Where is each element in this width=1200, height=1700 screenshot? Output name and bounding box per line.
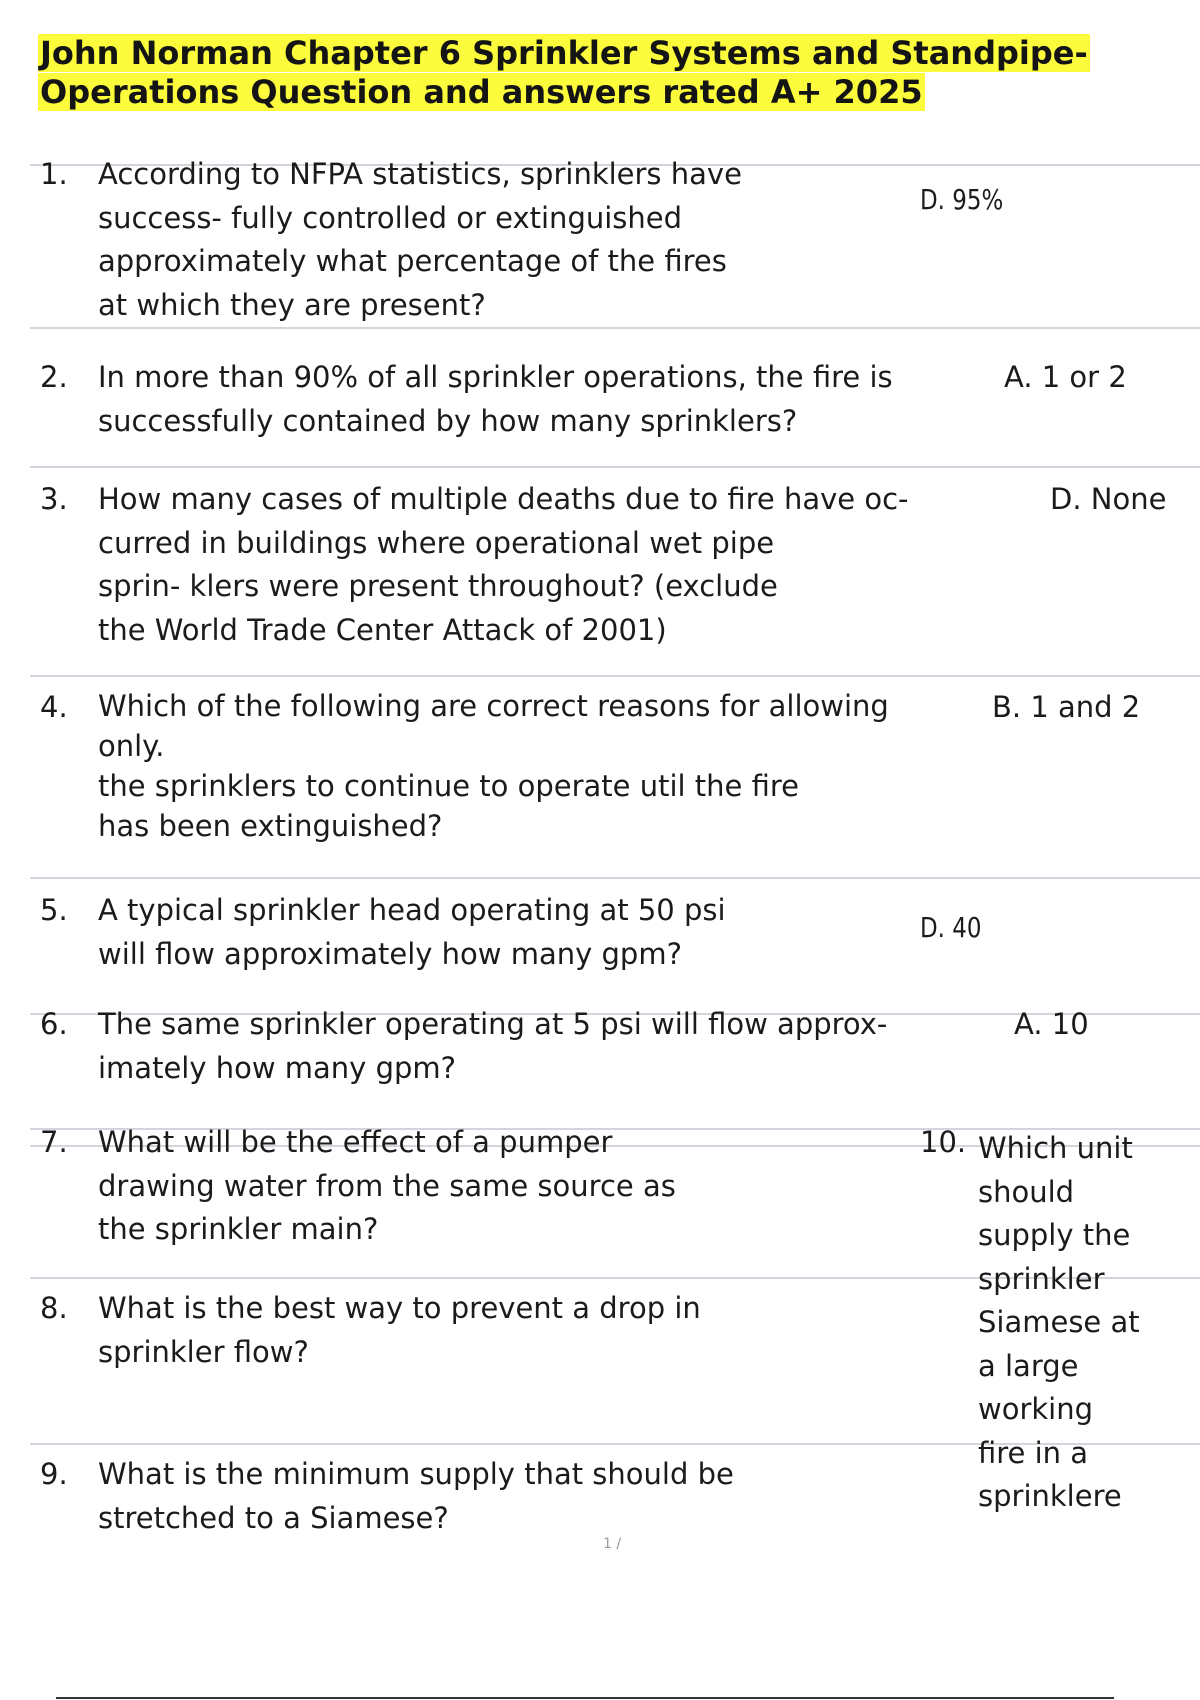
answer: D. 95% [920, 183, 1004, 216]
question-text: What is the minimum supply that should be stretched to a Siamese? [98, 1457, 734, 1535]
answer: D. 40 [920, 911, 982, 944]
question-text: In more than 90% of all sprinkler operations, the fire is successfully contained by how many sprinklers? [98, 360, 893, 438]
answer: A. 1 or 2 [1004, 360, 1127, 394]
question-text: What will be the effect of a pumper drawing water from the same source as the sprinkler main? [98, 1125, 676, 1246]
question-number: 1. [40, 157, 68, 191]
title-line-2: Operations Question and answers rated A+ 2025 [40, 73, 923, 111]
question-text: Which unit should supply the sprinkler Siamese at a large working fire in a sprinklere [978, 1131, 1140, 1513]
question-text: What is the best way to prevent a drop in sprinkler flow? [98, 1291, 701, 1369]
question-text: Which of the following are correct reasons for allowing only. the sprinklers to continue to operate util the fire has been extinguished? [98, 689, 889, 843]
footer-rule [56, 1697, 1114, 1699]
question-text: How many cases of multiple deaths due to fire have oc- curred in buildings where operational wet pipe sprin- klers were present throughout? (exclude the World Trade Center Attack of 2001) [98, 482, 909, 647]
question-number: 8. [40, 1291, 68, 1325]
question-number: 3. [40, 482, 68, 516]
page-number: 1 / [603, 1536, 622, 1552]
answer: D. None [1050, 482, 1167, 516]
question-number: 4. [40, 690, 68, 724]
question-separator [30, 877, 1200, 879]
question-separator [30, 675, 1200, 677]
question-text: A typical sprinkler head operating at 50 psi will flow approximately how many gpm? [98, 893, 726, 971]
question-number: 9. [40, 1457, 68, 1491]
title-line-1: John Norman Chapter 6 Sprinkler Systems and Standpipe- [40, 34, 1088, 72]
question-number: 2. [40, 360, 68, 394]
document-title [38, 34, 1158, 112]
question-number: 10. [920, 1125, 967, 1159]
answer: A. 10 [1014, 1007, 1089, 1041]
answer: B. 1 and 2 [992, 690, 1141, 724]
question-text: According to NFPA statistics, sprinklers have success- fully controlled or extinguished approximately what percentage of the fires at which they are present? [98, 157, 742, 322]
question-number: 5. [40, 893, 68, 927]
question-separator [30, 466, 1200, 468]
question-number: 7. [40, 1125, 68, 1159]
question-number: 6. [40, 1007, 68, 1041]
question-separator [30, 327, 1200, 329]
question-text: The same sprinkler operating at 5 psi will flow approx- imately how many gpm? [98, 1007, 888, 1085]
